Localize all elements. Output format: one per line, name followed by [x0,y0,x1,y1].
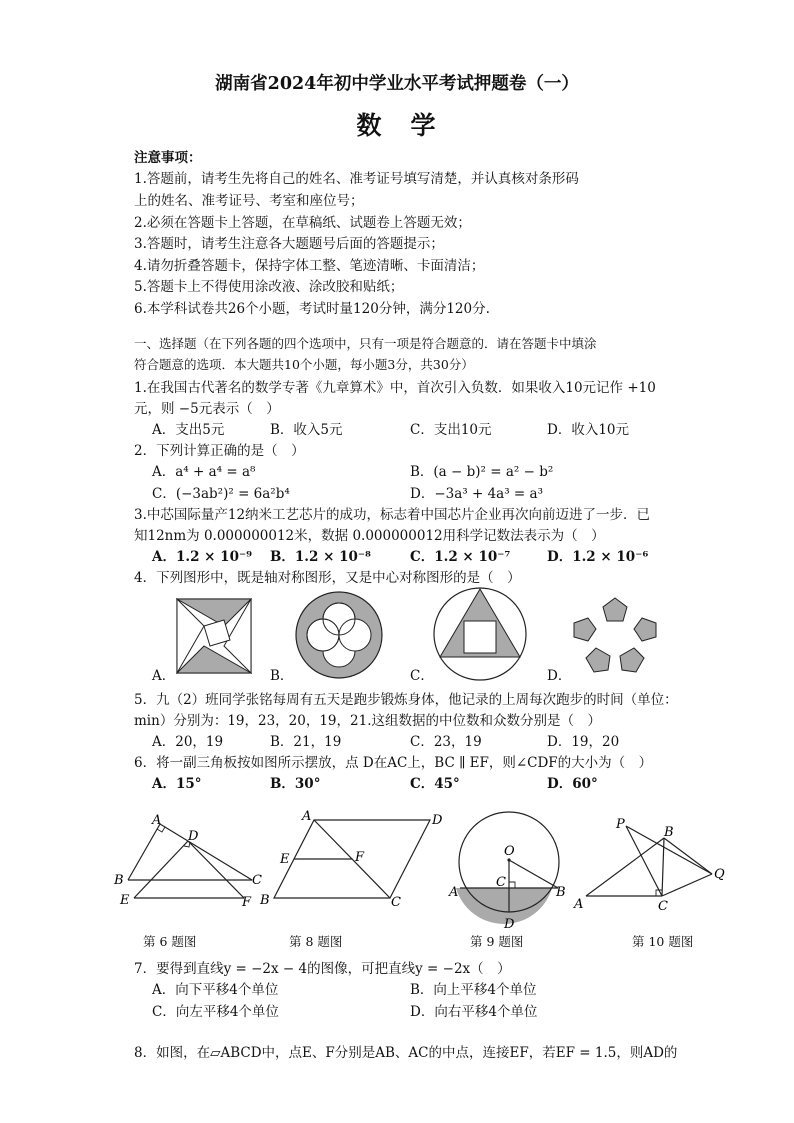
page-title: 湖南省2024年初中学业水平考试押题卷（一） [215,74,579,94]
point-label: A [302,809,312,824]
point-label: B [556,885,566,900]
q5-stem: 5．九（2）班同学张铭每周有五天是跑步锻炼身体，他记录的上周每次跑步的时间（单位： [134,692,678,708]
q5-option-b: B．21，19 [270,734,342,750]
q6-stem: 6．将一副三角板按如图所示摆放，点 D在AC上，BC ∥ EF，则∠CDF的大小为（ ） [134,755,653,771]
q2-option-a: A．a⁴ + a⁴ = a⁸ [152,464,256,480]
point-label: B [114,873,124,888]
q6-option-b: B．30° [270,776,321,792]
notes-line: 3.答题时，请考生注意各大题题号后面的答题提示； [134,236,444,252]
point-label: C [496,875,506,890]
point-label: E [280,852,290,867]
q7-option-d: D．向右平移4个单位 [410,1004,538,1020]
point-label: D [504,917,515,932]
point-label: D [432,813,443,828]
point-label: B [664,825,674,840]
figure-q10 [572,812,732,914]
q4-stem: 4．下列图形中，既是轴对称图形，又是中心对称图形的是（ ） [134,570,521,586]
q7-option-a: A．向下平移4个单位 [152,982,279,998]
point-label: P [616,817,625,832]
pinwheel-square-figure [176,598,252,674]
notes-line: 4.请勿折叠答题卡，保持字体工整、笔迹清晰、卡面清洁； [134,258,485,274]
pentagon-ring-figure [572,596,658,678]
point-label: F [242,895,252,910]
point-label: E [120,893,130,908]
q3-option-b: B．1.2 × 10⁻⁸ [270,549,371,565]
point-label: O [504,844,515,859]
point-label: B [260,893,270,908]
notes-line: 2.必须在答题卡上答题，在草稿纸、试题卷上答题无效； [134,215,471,231]
four-circles-figure [294,590,384,680]
q1-option-b: B．收入5元 [270,422,343,438]
q2-option-c: C．(−3ab²)² = 6a²b⁴ [152,486,290,502]
q4-label-a: A． [152,668,176,684]
point-label: A [152,813,162,828]
q5-stem-cont: min）分别为：19，23，20，19，21.这组数据的中位数和众数分别是（ ） [134,713,601,729]
point-label: Q [714,867,725,882]
q3-option-c: C．1.2 × 10⁻⁷ [410,549,511,565]
q5-option-d: D．19，20 [547,734,620,750]
q2-option-b: B．(a − b)² = a² − b² [410,464,554,480]
q1-option-d: D．收入10元 [547,422,630,438]
point-label: A [449,885,459,900]
point-label: C [391,895,401,910]
figure-caption: 第 9 题图 [470,934,524,949]
subject-title: 数 学 [356,111,438,140]
q3-option-a: A．1.2 × 10⁻⁹ [152,549,252,565]
q7-stem: 7．要得到直线y = −2x − 4的图像，可把直线y = −2x（ ） [134,961,511,977]
point-label: C [252,873,262,888]
q6-option-c: C．45° [410,776,460,792]
q4-label-d: D． [547,668,572,684]
q5-option-c: C．23，19 [410,734,482,750]
q1-stem: 1.在我国古代著名的数学专著《九章算术》中，首次引入负数．如果收入10元记作 +10 [134,380,656,396]
notes-line: 5.答题卡上不得使用涂改液、涂改胶和贴纸； [134,279,404,295]
notes-heading: 注意事项： [134,150,202,166]
figure-caption: 第 6 题图 [143,934,197,949]
notes-line: 6.本学科试卷共26个小题，考试时量120分钟，满分120分. [134,301,490,317]
q7-option-b: B．向上平移4个单位 [410,982,537,998]
q2-option-d: D．−3a³ + 4a³ = a³ [410,486,543,502]
q1-option-a: A．支出5元 [152,422,225,438]
figure-q6 [112,810,268,910]
q4-label-b: B． [270,668,294,684]
point-label: C [658,899,668,914]
q6-option-d: D．60° [547,776,598,792]
q2-stem: 2．下列计算正确的是（ ） [134,443,305,459]
figure-caption: 第 10 题图 [632,934,694,949]
q1-stem-cont: 元，则 −5元表示（ ） [134,401,280,417]
point-label: A [574,897,584,912]
q3-option-d: D．1.2 × 10⁻⁶ [547,549,649,565]
q4-label-c: C． [410,668,434,684]
figure-q8 [258,808,450,910]
q5-option-a: A．20，19 [152,734,224,750]
q7-option-c: C．向左平移4个单位 [152,1004,279,1020]
notes-line: 上的姓名、准考证号、考室和座位号； [134,193,364,209]
q3-stem-cont: 知12nm为 0.000000012米，数据 0.000000012用科学记数法表示为（ ） [134,528,605,544]
q8-stem: 8．如图，在▱ABCD中，点E、F分别是AB、AC的中点，连接EF，若EF = 1.5，则AD的 [134,1045,678,1061]
circle-triangle-square-figure [432,586,528,682]
q6-option-a: A．15° [152,776,202,792]
notes-line: 1.答题前，请考生先将自己的姓名、准考证号填写清楚，并认真核对条形码 [134,171,579,187]
section-heading: 一、选择题（在下列各题的四个选项中，只有一项是符合题意的．请在答题卡中填涂 [134,336,597,351]
point-label: D [188,829,199,844]
point-label: F [355,850,365,865]
section-heading-cont: 符合题意的选项．本大题共10个小题，每小题3分，共30分） [134,357,474,372]
figure-q9 [446,800,576,932]
figure-caption: 第 8 题图 [289,934,343,949]
q3-stem: 3.中芯国际量产12纳米工艺芯片的成功，标志着中国芯片企业再次向前迈进了一步．已 [134,507,651,523]
q1-option-c: C．支出10元 [410,422,492,438]
